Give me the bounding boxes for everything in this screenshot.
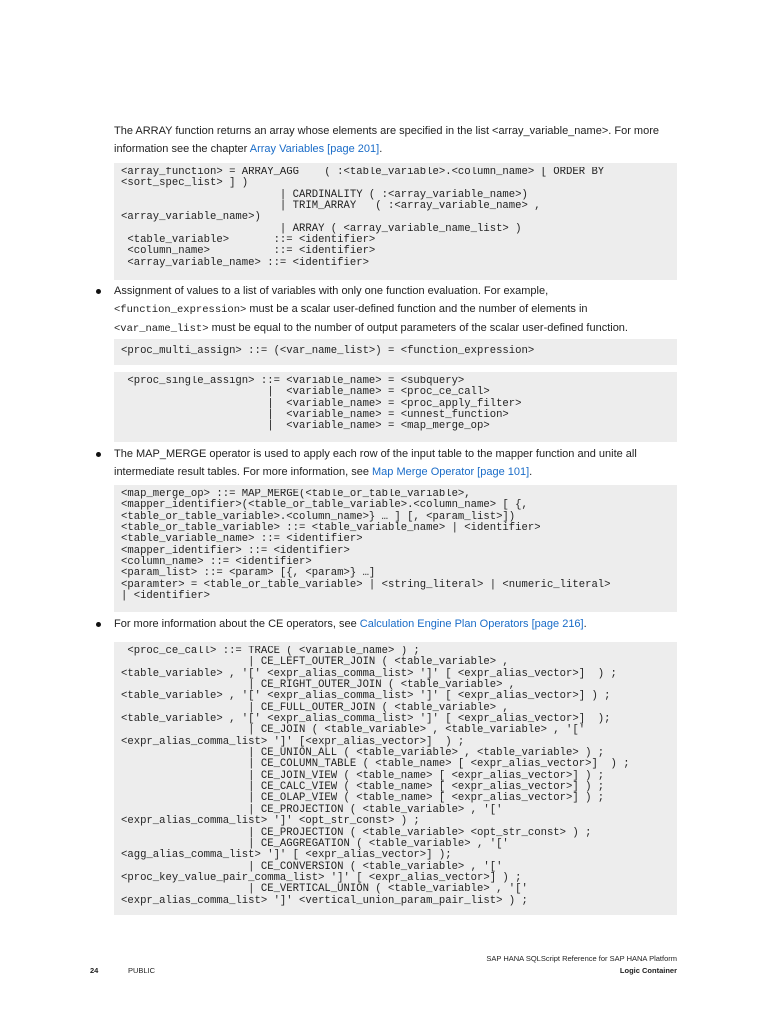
code-block-single-assign xyxy=(114,372,677,442)
code-block-array-function xyxy=(114,163,677,280)
intro-text-end: . xyxy=(379,143,383,155)
bullet-text-end: . xyxy=(529,466,533,478)
intro-paragraph xyxy=(114,122,680,158)
bullet-multi-assign xyxy=(114,282,680,338)
bullet-text: The MAP_MERGE operator is used to apply each row of the input table to the mapper function and unite all intermediate result tables. For more information, see xyxy=(114,448,637,478)
code-ce-call: <proc_ce_call> ::= TRACE ( <variable_name> ) ; | CE_LEFT_OUTER_JOIN ( <table_variable> , <table_variable> , '[' <expr_alias_comma_list> ']' [ <expr_alias_vector>] ) ; | CE_RIGHT_OUTER_JOIN ( <table_variable> , <table_variable> , '[' <expr_alias_comma_list> ']' [ <expr_alias_vector>] ) ; | CE_FULL_OUTER_JOIN ( <table_variable> , <table_variable> , '[' <expr_alias_comma_list> ']' [ <expr_alias_vector>] ); | CE_JOIN ( <table_variable> , <table_variable> , '[' <expr_alias_comma_list> ']' [<expr_alias_vector>] ) ; | CE_UNION_ALL ( <table_variable> , <table_variable> ) ; | CE_COLUMN_TABLE ( <table_name> [ <expr_alias_vector>] ) ; | CE_JOIN_VIEW ( <table_name> [ <expr_alias_vector>] ) ; | CE_CALC_VIEW ( <table_name> [ <expr_alias_vector>] ) ; | CE_OLAP_VIEW ( <table_name> [ <expr_alias_vector>] ) ; | CE_PROJECTION ( <table_variable> , '[' <expr_alias_comma_list> ']' <opt_str_const> ) ; | CE_PROJECTION ( <table_variable> <opt_str_const> ) ; | CE_AGGREGATION ( <table_variable> , '[' <agg_alias_comma_list> ']' [ <expr_alias_vector>] ); | CE_CONVERSION ( <table_variable> , '[' <proc_key_value_pair_comma_list> ']' [ <expr_alias_vector>] ) ; | CE_VERTICAL_UNION ( <table_variable> , '[' <expr_alias_comma_list> ']' <vertical_union_param_pair_list> ) ; xyxy=(121,646,630,907)
bullet-text: Assignment of values to a list of variables with only one function evaluation. For example, xyxy=(114,285,549,297)
array-variables-link[interactable]: Array Variables [page 201] xyxy=(249,143,380,155)
bullet-text: must be equal to the number of output parameters of the scalar user-defined function. xyxy=(208,322,628,334)
bullet-text: For more information about the CE operators, see xyxy=(114,618,360,630)
bullet-map-merge xyxy=(114,445,680,481)
footer-doc-title: SAP HANA SQLScript Reference for SAP HANA Platform xyxy=(486,954,677,963)
map-merge-operator-link[interactable]: Map Merge Operator [page 101] xyxy=(372,466,530,478)
bullet-dot xyxy=(96,289,101,294)
intro-text: The ARRAY function returns an array whose elements are specified in the list <array_variable_name>. For more information see the chapter xyxy=(114,125,659,155)
ce-plan-operators-link[interactable]: Calculation Engine Plan Operators [page 216] xyxy=(359,618,584,630)
bullet-text-end: . xyxy=(583,618,587,630)
code-single-assign: <proc_single_assign> ::= <variable_name> = <subquery> | <variable_name> = <proc_ce_call> | <variable_name> = <proc_apply_filter> | <variable_name> = <unnest_function> | <variable_name> = <map_merge_op> xyxy=(127,376,522,433)
bullet-dot xyxy=(96,452,101,457)
footer-section-title: Logic Container xyxy=(619,966,677,975)
code-block-map-merge xyxy=(114,485,677,612)
code-multi-assign: <proc_multi_assign> ::= (<var_name_list>) = <function_expression> xyxy=(121,345,535,357)
code-block-ce-call xyxy=(114,642,677,915)
bullet-dot xyxy=(96,622,101,627)
code-array-function: <array_function> = ARRAY_AGG ( :<table_variable>.<column_name> [ ORDER BY <sort_spec_list> ] ) | CARDINALITY ( :<array_variable_name>) | TRIM_ARRAY ( :<array_variable_name> , <array_variable_name>) | ARRAY ( <array_variable_name_list> ) <table_variable> ::= <identifier> <column_name> ::= <identifier> <array_variable_name> ::= <identifier> xyxy=(121,167,605,269)
footer-classification: PUBLIC xyxy=(128,966,156,975)
bullet-ce-operators xyxy=(114,615,680,633)
inline-code-var-name-list: <var_name_list> xyxy=(114,323,209,335)
footer-page-number: 24 xyxy=(90,966,99,975)
bullet-text: must be a scalar user-defined function and the number of elements in xyxy=(246,303,588,315)
code-map-merge: <map_merge_op> ::= MAP_MERGE(<table_or_table_variable>, <mapper_identifier>(<table_or_table_variable>.<column_name> [ {, <table_or_table_variable>.<column_name>} … ] [, <param_list>]) <table_or_table_variable> ::= <table_variable_name> | <identifier> <table_variable_name> ::= <identifier> <mapper_identifier> ::= <identifier> <column_name> ::= <identifier> <param_list> ::= <param> [{, <param>} …] <paramter> = <table_or_table_variable> | <string_literal> | <numeric_literal> | <identifier> xyxy=(121,489,611,603)
code-block-multi-assign xyxy=(114,339,677,365)
inline-code-function-expression: <function_expression> xyxy=(114,304,247,316)
